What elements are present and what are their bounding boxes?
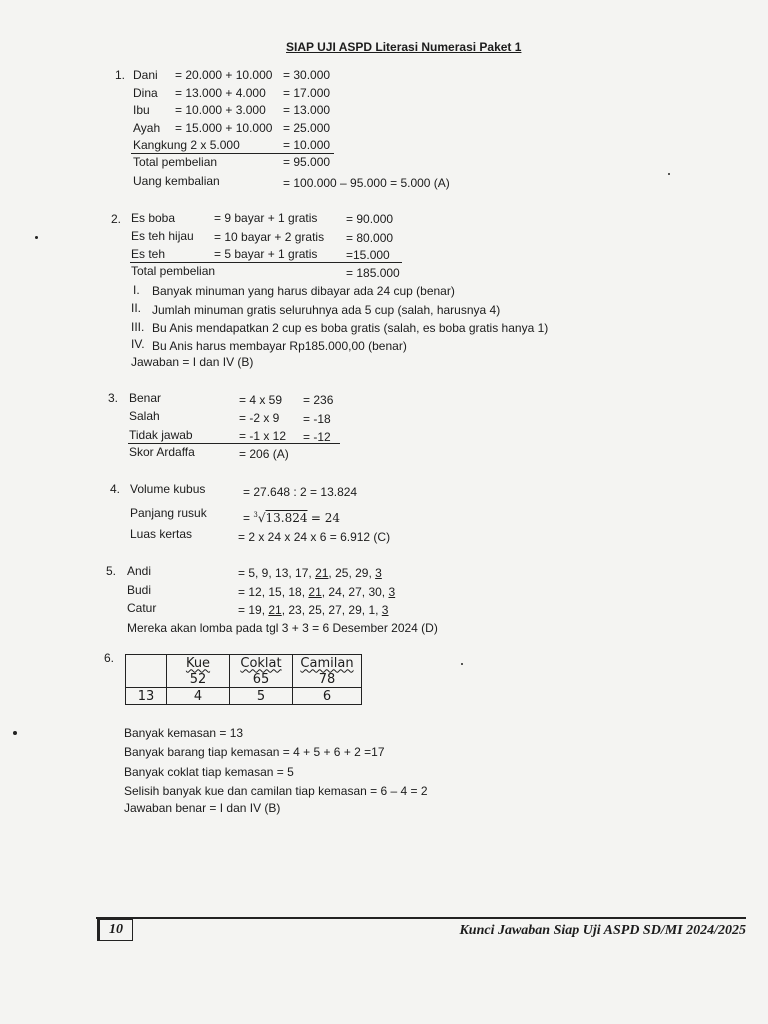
table-cell: 13 bbox=[126, 688, 167, 705]
paper-label: Luas kertas bbox=[130, 527, 193, 541]
row-result: = 80.000 bbox=[346, 231, 394, 245]
row-label: Catur bbox=[127, 601, 157, 615]
row-label: Ayah bbox=[133, 121, 161, 135]
row-label: Tidak jawab bbox=[129, 428, 193, 442]
table-header bbox=[167, 655, 230, 672]
row-expression: = 15.000 + 10.000 bbox=[175, 121, 273, 135]
row-result: = -12 bbox=[303, 430, 331, 444]
table-cell: 52 bbox=[167, 671, 230, 688]
equals-sign: = bbox=[243, 511, 251, 525]
row-expression: = -2 x 9 bbox=[239, 411, 280, 425]
volume-value: = 27.648 : 2 = 13.824 bbox=[243, 485, 358, 499]
score-label: Skor Ardaffa bbox=[129, 445, 195, 459]
statement-text: Bu Anis harus membayar Rp185.000,00 (benar) bbox=[152, 339, 407, 353]
page-number: 10 bbox=[97, 919, 133, 941]
scan-speck bbox=[461, 663, 463, 665]
statement-text: Jumlah minuman gratis seluruhnya ada 5 cup (salah, harusnya 4) bbox=[152, 303, 501, 317]
highlight-date: 21 bbox=[308, 585, 322, 599]
highlight-date: 3 bbox=[375, 566, 382, 580]
table-header bbox=[230, 655, 293, 672]
edge-label: Panjang rusuk bbox=[130, 506, 207, 520]
row-expression: = 10 bayar + 2 gratis bbox=[214, 230, 325, 244]
sequence-prefix: = 5, 9, 13, 17, bbox=[238, 566, 316, 580]
sequence-prefix: = 19, bbox=[238, 603, 269, 617]
page-title: SIAP UJI ASPD Literasi Numerasi Paket 1 bbox=[286, 40, 522, 54]
sequence-prefix: = 12, 15, 18, bbox=[238, 585, 309, 599]
footer-rule bbox=[96, 917, 746, 919]
edge-formula bbox=[243, 507, 340, 526]
row-expression: = 10.000 + 3.000 bbox=[175, 103, 266, 117]
row-label: Dani bbox=[133, 68, 158, 82]
row-label: Es teh hijau bbox=[131, 229, 194, 243]
item-table bbox=[125, 654, 362, 705]
row-result: =15.000 bbox=[346, 248, 390, 262]
date-sequence bbox=[238, 602, 388, 618]
question-number: 4. bbox=[110, 482, 121, 496]
row-label: Es boba bbox=[131, 211, 176, 225]
edge-result: = 24 bbox=[310, 511, 340, 525]
statement-number: I. bbox=[133, 283, 140, 297]
radicand: 13.824 bbox=[265, 511, 308, 525]
table-cell: 5 bbox=[230, 688, 293, 705]
row-result: = 13.000 bbox=[283, 103, 331, 117]
row-label: Dina bbox=[133, 86, 158, 100]
table-cell: 65 bbox=[230, 671, 293, 688]
header-text: Camilan bbox=[300, 655, 354, 671]
total-label: Total pembelian bbox=[131, 264, 216, 278]
row-expression: = -1 x 12 bbox=[239, 429, 287, 443]
table-row bbox=[126, 688, 362, 705]
paper-value: = 2 x 24 x 24 x 6 = 6.912 (C) bbox=[238, 530, 391, 544]
row-expression: = 13.000 + 4.000 bbox=[175, 86, 266, 100]
table-cell: 78 bbox=[293, 671, 362, 688]
row-label: Es teh bbox=[131, 247, 166, 261]
statement-number: IV. bbox=[131, 337, 145, 351]
table-cell: 4 bbox=[167, 688, 230, 705]
highlight-date: 21 bbox=[268, 603, 282, 617]
footer-book-title: Kunci Jawaban Siap Uji ASPD SD/MI 2024/2025 bbox=[459, 923, 746, 938]
total-value: = 95.000 bbox=[283, 155, 331, 169]
date-sequence bbox=[238, 584, 395, 600]
row-expression: = 4 x 59 bbox=[239, 393, 283, 407]
table-row bbox=[126, 655, 362, 672]
volume-label: Volume kubus bbox=[130, 482, 206, 496]
root-index: 3 bbox=[253, 511, 258, 519]
row-expression: = 5 bayar + 1 gratis bbox=[214, 247, 318, 261]
scan-speck bbox=[13, 731, 17, 735]
statement-text: Banyak minuman yang harus dibayar ada 24 cup (benar) bbox=[152, 284, 455, 298]
scan-speck bbox=[35, 236, 38, 239]
row-expression: = 20.000 + 10.000 bbox=[175, 68, 273, 82]
conclusion-line: Mereka akan lomba pada tgl 3 + 3 = 6 Desember 2024 (D) bbox=[127, 621, 438, 635]
row-result: = -18 bbox=[303, 412, 331, 426]
highlight-date: 3 bbox=[388, 585, 396, 599]
table-cell bbox=[126, 655, 167, 688]
sequence-middle: , 25, 29, bbox=[328, 566, 376, 580]
date-sequence bbox=[238, 565, 382, 581]
statement-number: III. bbox=[131, 320, 145, 334]
question-number: 3. bbox=[108, 391, 119, 405]
answer-line: Jawaban = I dan IV (B) bbox=[131, 355, 254, 369]
statement-number: II. bbox=[131, 301, 142, 315]
explanation-line: Banyak kemasan = 13 bbox=[124, 726, 244, 740]
total-value: = 185.000 bbox=[346, 266, 400, 280]
explanation-line: Banyak coklat tiap kemasan = 5 bbox=[124, 765, 294, 779]
row-result: = 10.000 bbox=[283, 138, 331, 152]
row-result: = 25.000 bbox=[283, 121, 331, 135]
answer-line: Jawaban benar = I dan IV (B) bbox=[124, 801, 281, 815]
question-number: 2. bbox=[111, 212, 122, 226]
radical-sign: √ bbox=[257, 511, 266, 525]
highlight-date: 21 bbox=[315, 566, 329, 580]
table-header bbox=[293, 655, 362, 672]
highlight-date: 3 bbox=[381, 603, 389, 617]
row-label: Salah bbox=[129, 409, 160, 423]
total-label: Total pembelian bbox=[133, 155, 218, 169]
row-label: Ibu bbox=[133, 103, 150, 117]
row-label: Andi bbox=[127, 564, 152, 578]
row-expression: = 9 bayar + 1 gratis bbox=[214, 211, 318, 225]
change-value: = 100.000 – 95.000 = 5.000 (A) bbox=[283, 176, 450, 190]
explanation-line: Selisih banyak kue dan camilan tiap kemasan = 6 – 4 = 2 bbox=[124, 784, 428, 798]
row-label: Kangkung 2 x 5.000 bbox=[133, 138, 240, 152]
row-label: Budi bbox=[127, 583, 152, 597]
scan-speck bbox=[668, 173, 670, 175]
row-label: Benar bbox=[129, 391, 162, 405]
question-number: 5. bbox=[106, 564, 117, 578]
statement-text: Bu Anis mendapatkan 2 cup es boba gratis (salah, es boba gratis hanya 1) bbox=[152, 321, 549, 335]
cube-root-expression bbox=[253, 511, 307, 525]
header-text: Kue bbox=[185, 655, 211, 671]
sequence-middle: , 24, 27, 30, bbox=[321, 585, 389, 599]
explanation-line: Banyak barang tiap kemasan = 4 + 5 + 6 + 2 =17 bbox=[124, 745, 385, 759]
table-cell: 6 bbox=[293, 688, 362, 705]
row-result: = 236 bbox=[303, 393, 334, 407]
change-label: Uang kembalian bbox=[133, 174, 220, 188]
question-number: 1. bbox=[115, 68, 126, 82]
row-result: = 17.000 bbox=[283, 86, 331, 100]
header-text: Coklat bbox=[240, 655, 282, 671]
sequence-middle: , 23, 25, 27, 29, 1, bbox=[281, 603, 382, 617]
row-result: = 90.000 bbox=[346, 212, 394, 226]
score-value: = 206 (A) bbox=[239, 447, 289, 461]
question-number: 6. bbox=[104, 651, 115, 665]
row-result: = 30.000 bbox=[283, 68, 331, 82]
